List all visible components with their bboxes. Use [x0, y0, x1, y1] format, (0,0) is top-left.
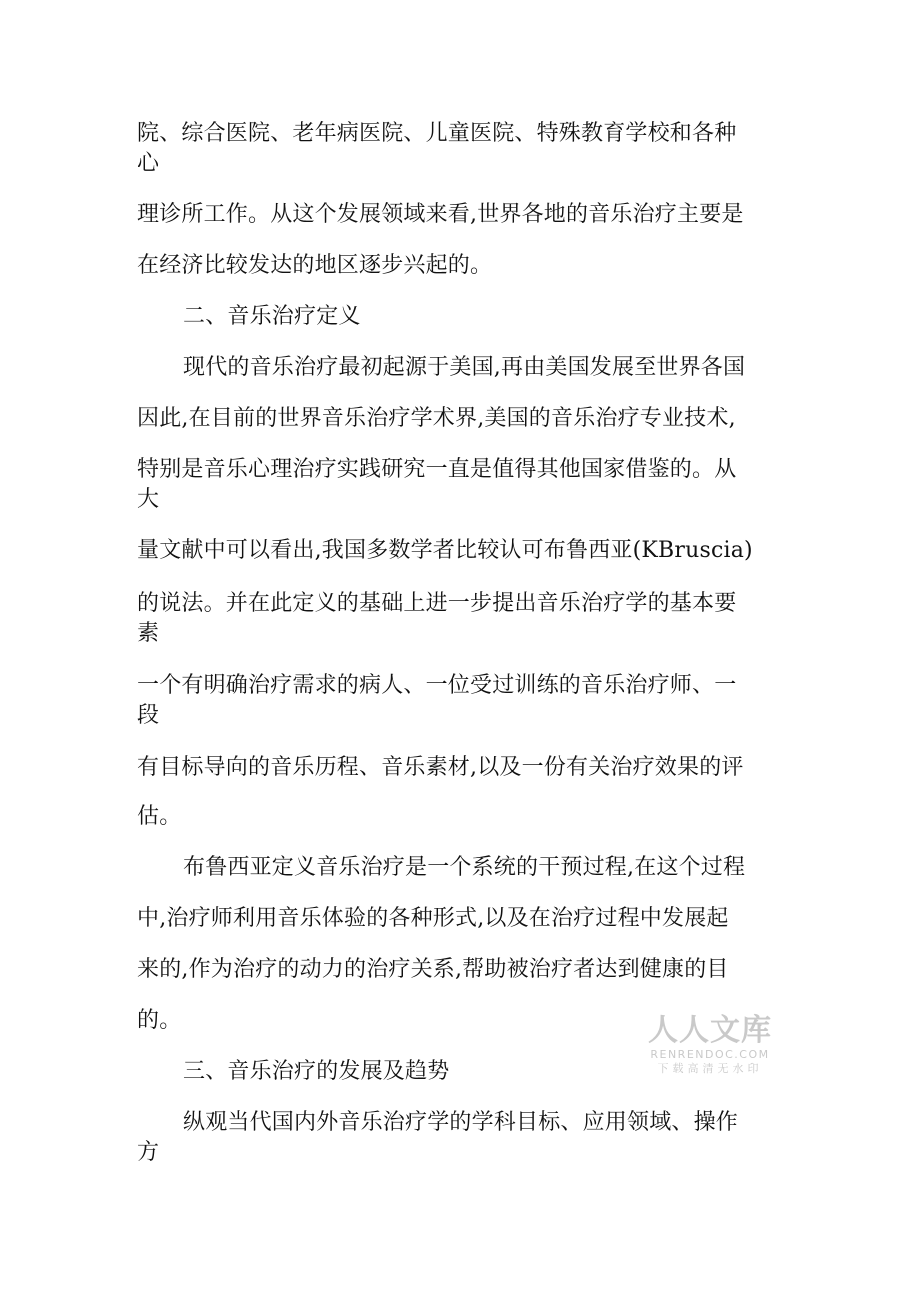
text-line: 的说法。并在此定义的基础上进一步提出音乐治疗学的基本要	[137, 591, 737, 616]
text-line: 院、综合医院、老年病医院、儿童医院、特殊教育学校和各种	[137, 121, 737, 146]
text-line: 估。	[137, 804, 182, 829]
watermark-subtitle: 下载高清无水印	[657, 1062, 763, 1075]
watermark-logo-text: 人人文库	[648, 1013, 772, 1048]
text-line: 来的,作为治疗的动力的治疗关系,帮助被治疗者达到健康的目	[137, 957, 729, 982]
text-line: 的。	[137, 1008, 182, 1033]
text-line: 因此,在目前的世界音乐治疗学术界,美国的音乐治疗专业技术,	[137, 406, 736, 431]
text-line: 量文献中可以看出,我国多数学者比较认可布鲁西亚(KBruscia)	[137, 538, 753, 563]
text-line: 在经济比较发达的地区逐步兴起的。	[137, 253, 493, 278]
text-line: 布鲁西亚定义音乐治疗是一个系统的干预过程,在这个过程	[183, 855, 746, 880]
text-line: 心	[137, 151, 160, 176]
section-heading: 三、音乐治疗的发展及趋势	[183, 1059, 450, 1084]
text-line: 大	[137, 487, 160, 512]
text-line: 段	[137, 703, 160, 728]
text-line: 特别是音乐心理治疗实践研究一直是值得其他国家借鉴的。从	[137, 457, 737, 482]
text-line: 中,治疗师利用音乐体验的各种形式,以及在治疗过程中发展起	[137, 906, 729, 931]
text-line: 一个有明确治疗需求的病人、一位受过训练的音乐治疗师、一	[137, 673, 737, 698]
watermark	[645, 1014, 775, 1076]
text-line: 方	[137, 1140, 160, 1165]
text-line: 素	[137, 621, 160, 646]
watermark-domain: RENRENDOC.COM	[650, 1048, 770, 1061]
text-line: 现代的音乐治疗最初起源于美国,再由美国发展至世界各国	[183, 355, 746, 380]
text-line: 理诊所工作。从这个发展领域来看,世界各地的音乐治疗主要是	[137, 202, 744, 227]
text-line: 有目标导向的音乐历程、音乐素材,以及一份有关治疗效果的评	[137, 755, 744, 780]
text-line: 纵观当代国内外音乐治疗学的学科目标、应用领域、操作	[183, 1110, 739, 1135]
section-heading: 二、音乐治疗定义	[183, 304, 361, 329]
